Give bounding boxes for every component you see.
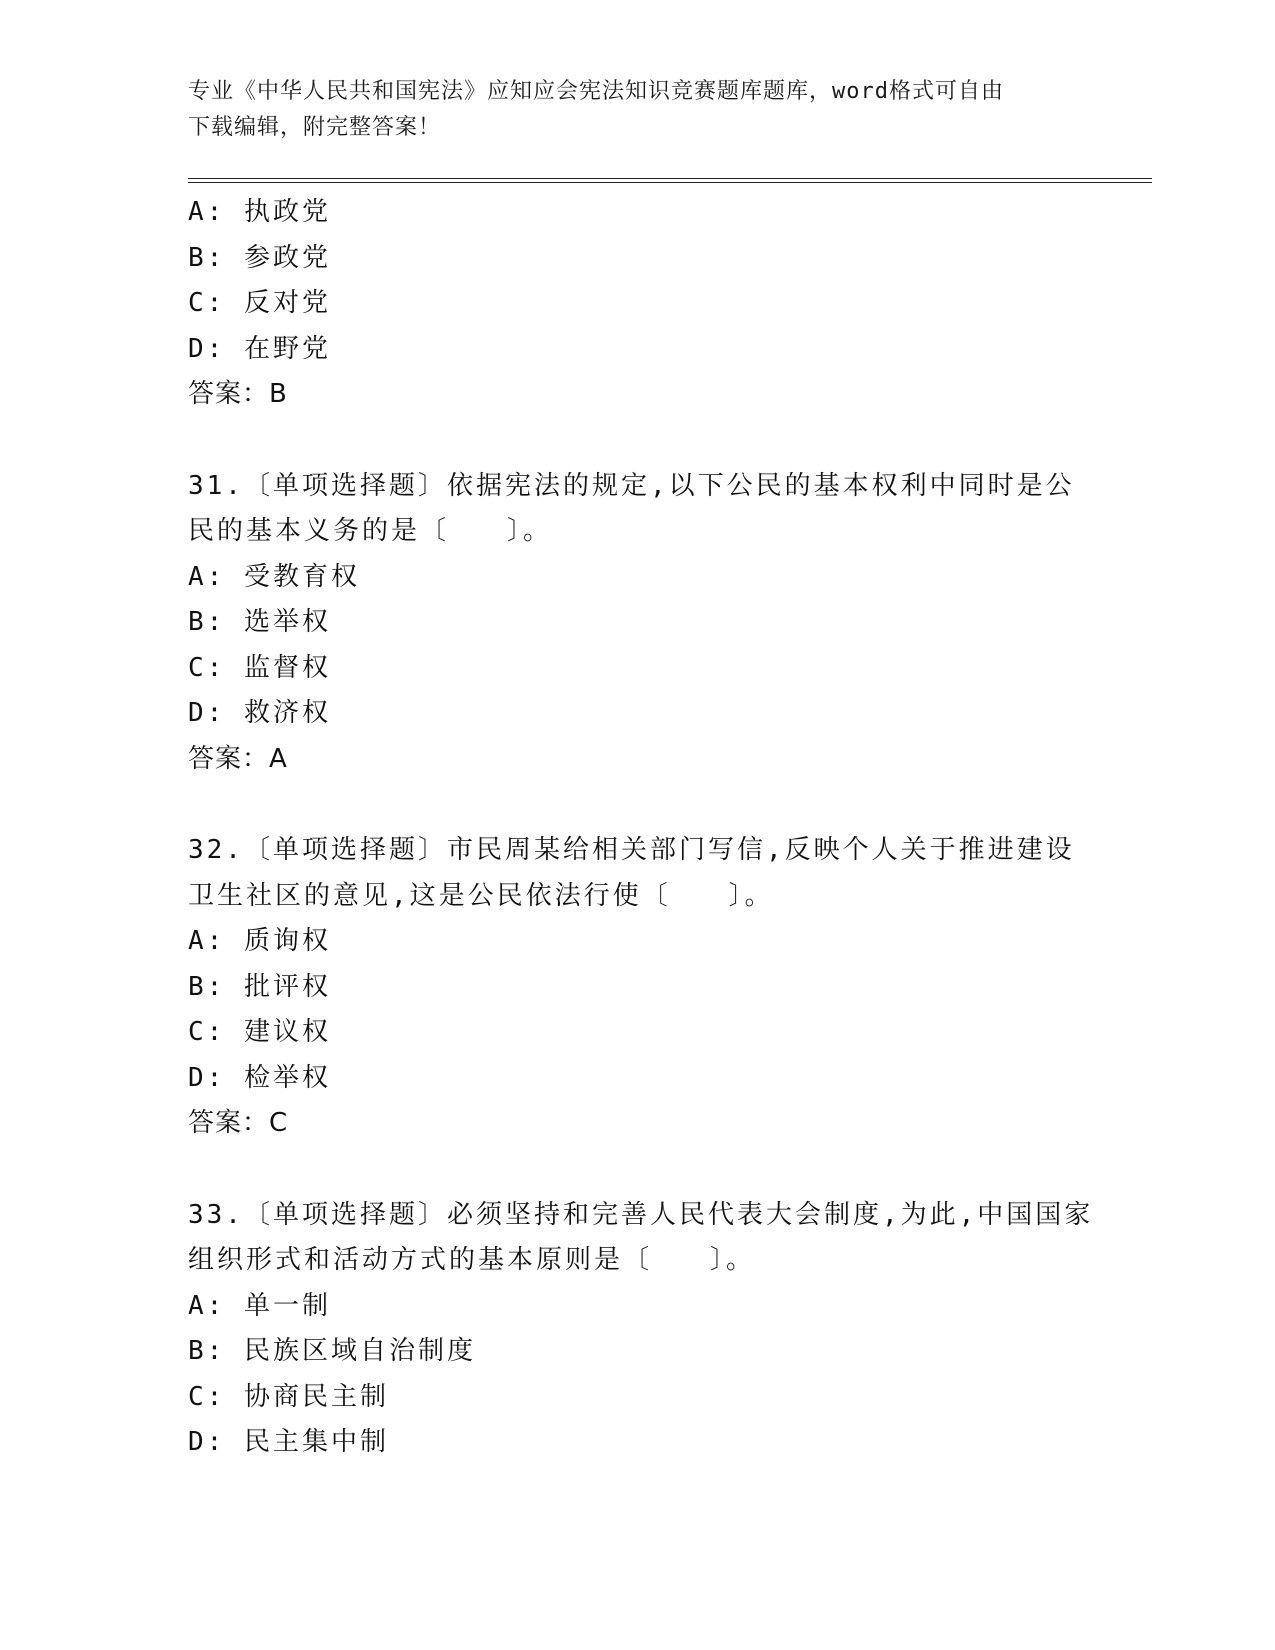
option-a: A: 执政党 [188,197,331,227]
question-text-line-2: 民的基本义务的是〔 〕。 [188,516,553,546]
option-d: D: 民主集中制 [188,1427,389,1457]
option-c: C: 协商民主制 [188,1381,389,1412]
answer-line: 答案：B [188,379,288,409]
option-c: C: 监督权 [188,652,331,683]
option-c: C: 反对党 [188,288,331,318]
option-b: B: 民族区域自治制度 [188,1336,476,1366]
option-a: A: 受教育权 [188,561,360,592]
answer-line: 答案：A [188,743,288,774]
option-d: D: 在野党 [188,333,331,364]
spacer [188,782,1088,828]
question-text-line-1: 31.〔单项选择题〕依据宪法的规定,以下公民的基本权利中同时是公 [188,470,1075,501]
question-text-line-2: 组织形式和活动方式的基本原则是〔 〕。 [188,1245,756,1275]
option-a: A: 质询权 [188,926,331,956]
question-30 [188,190,1088,418]
spacer [188,1147,1088,1193]
option-b: B: 选举权 [188,607,331,637]
question-32 [188,828,1088,1147]
question-text-line-1: 32.〔单项选择题〕市民周某给相关部门写信,反映个人关于推进建设 [188,835,1075,865]
answer-line: 答案：C [188,1108,289,1138]
question-list [188,190,1094,1466]
header-divider [188,178,1152,183]
option-a: A: 单一制 [188,1290,331,1321]
question-text-line-1: 33.〔单项选择题〕必须坚持和完善人民代表大会制度,为此,中国国家 [188,1199,1094,1230]
option-c: C: 建议权 [188,1017,331,1047]
option-d: D: 检举权 [188,1062,331,1093]
question-text-line-2: 卫生社区的意见,这是公民依法行使〔 〕。 [188,880,774,911]
option-b: B: 批评权 [188,971,331,1002]
option-b: B: 参政党 [188,242,331,273]
question-33 [188,1193,1094,1466]
header-line-2: 下载编辑，附完整答案！ [188,115,442,140]
spacer [188,418,1088,464]
document-header [188,74,1088,146]
question-31 [188,464,1088,783]
option-d: D: 救济权 [188,698,331,728]
header-line-1: 专业《中华人民共和国宪法》应知应会宪法知识竞赛题库题库，word格式可自由 [188,79,1004,104]
